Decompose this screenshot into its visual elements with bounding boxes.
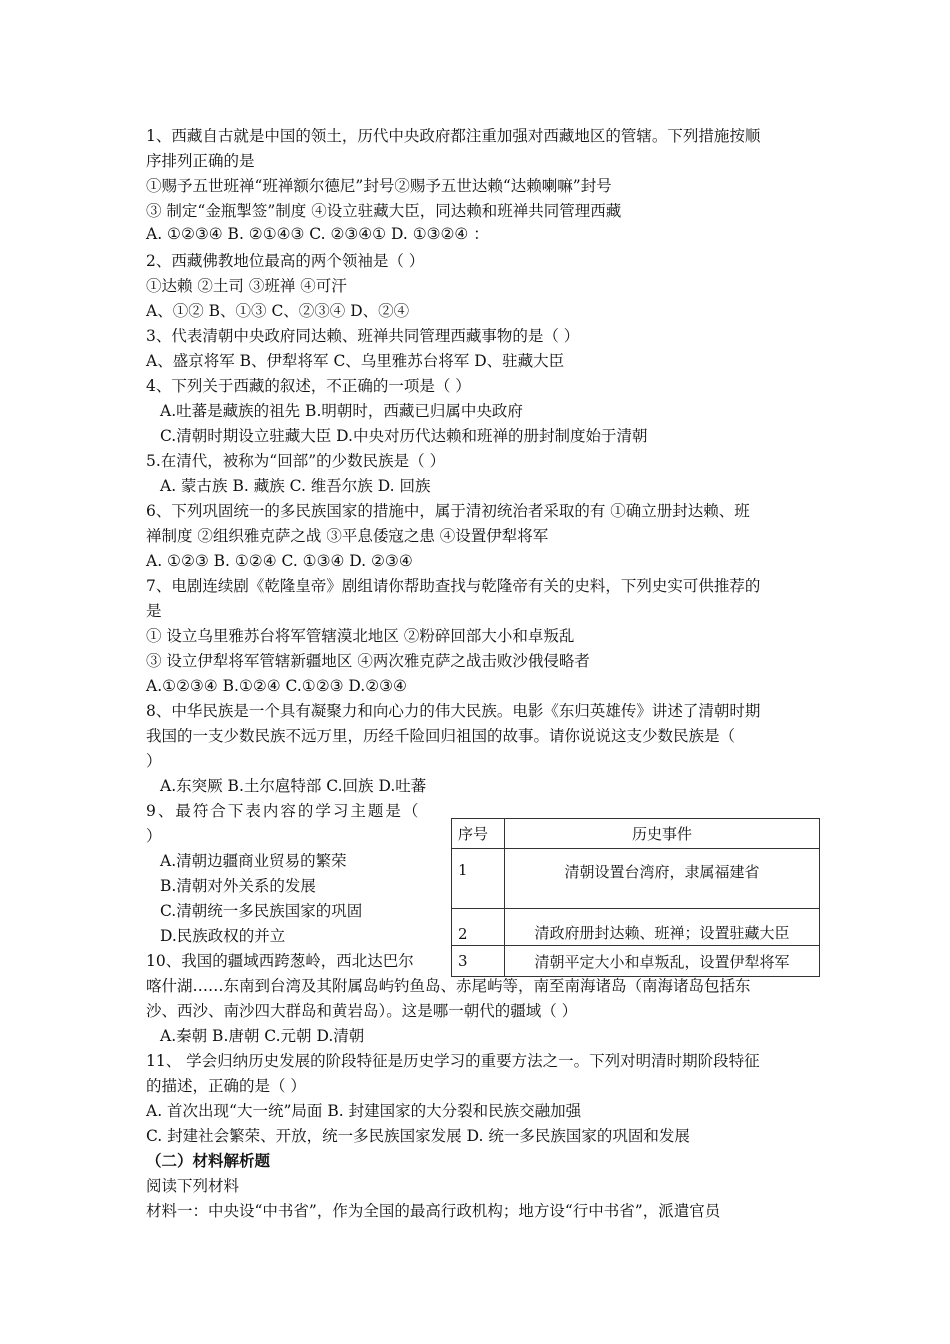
column-header-number: 序号 — [452, 819, 505, 849]
q6-answers: A. ①②③ B. ①②④ C. ①③④ D. ②③④ — [146, 552, 413, 570]
q2-items: ①达赖 ②土司 ③班禅 ④可汗 — [146, 277, 347, 295]
q2-stem: 2、西藏佛教地位最高的两个领袖是（ ） — [146, 252, 425, 270]
q11-answers-cd: C. 封建社会繁荣、开放，统一多民族国家发展 D. 统一多民族国家的巩固和发展 — [146, 1127, 690, 1145]
q1-answers: A. ①②③④ B. ②①④③ C. ②③④① D. ①③②④ ： — [146, 225, 489, 243]
q8-line-3: ） — [146, 752, 162, 770]
q10-line-1: 10、我国的疆域西跨葱岭，西北达巴尔 — [146, 952, 414, 970]
q10-answers: A.秦朝 B.唐朝 C.元朝 D.清朝 — [160, 1027, 365, 1045]
q3-answers: A、盛京将军 B、伊犁将军 C、乌里雅苏台将军 D、驻藏大臣 — [146, 352, 565, 370]
q2-answers: A、①② B、①③ C、②③④ D、②④ — [146, 302, 410, 320]
q1-option-line-2: ③ 制定“金瓶掣签”制度 ④设立驻藏大臣，同达赖和班禅共同管理西藏 — [146, 202, 622, 220]
q8-line-2: 我国的一支少数民族不远万里，历经千险回归祖国的故事。请你说说这支少数民族是（ — [146, 727, 736, 745]
q1-line-2: 序排列正确的是 — [146, 152, 255, 170]
q5-stem: 5.在清代，被称为“回部”的少数民族是（ ） — [146, 452, 446, 470]
section-heading: （二）材料解析题 — [146, 1151, 271, 1170]
q7-answers: A.①②③④ B.①②④ C.①②③ D.②③④ — [146, 677, 407, 695]
q1-line-1: 1、西藏自古就是中国的领土，历代中央政府都注重加强对西藏地区的管辖。下列措施按顺 — [146, 127, 761, 145]
table-header-row — [452, 819, 820, 849]
q4-answers-cd: C.清朝时期设立驻藏大臣 D.中央对历代达赖和班禅的册封制度始于清朝 — [160, 427, 648, 445]
q11-line-1: 11、 学会归纳历史发展的阶段特征是历史学习的重要方法之一。下列对明清时期阶段特征 — [146, 1052, 760, 1070]
section-intro: 阅读下列材料 — [146, 1177, 240, 1195]
q10-line-2: 喀什湖……东南到台湾及其附属岛屿钓鱼岛、赤尾屿等，南至南海诸岛（南海诸岛包括东 — [146, 977, 751, 995]
q9-option-a: A.清朝边疆商业贸易的繁荣 — [160, 852, 347, 870]
q7-items-2: ③ 设立伊犁将军管辖新疆地区 ④两次雅克萨之战击败沙俄侵略者 — [146, 652, 590, 670]
history-events-table — [451, 818, 820, 977]
q9-option-b: B.清朝对外关系的发展 — [160, 877, 316, 895]
table-cell-event: 清政府册封达赖、班禅；设置驻藏大臣 — [505, 909, 820, 946]
q9-option-c: C.清朝统一多民族国家的巩固 — [160, 902, 363, 920]
q11-answers-ab: A. 首次出现“大一统”局面 B. 封建国家的大分裂和民族交融加强 — [146, 1102, 582, 1120]
q4-answers-ab: A.吐蕃是藏族的祖先 B.明朝时，西藏已归属中央政府 — [160, 402, 523, 420]
q11-line-2: 的描述，正确的是（ ） — [146, 1077, 306, 1095]
q7-line-2: 是 — [146, 602, 162, 620]
q9-stem-end: ） — [146, 827, 162, 845]
table-cell-event: 清朝设置台湾府，隶属福建省 — [505, 849, 820, 909]
table-cell-number: 2 — [452, 909, 505, 946]
q7-items-1: ① 设立乌里雅苏台将军管辖漠北地区 ②粉碎回部大小和卓叛乱 — [146, 627, 575, 645]
q3-stem: 3、代表清朝中央政府同达赖、班禅共同管理西藏事物的是（ ） — [146, 327, 580, 345]
column-header-event: 历史事件 — [505, 819, 820, 849]
q8-line-1: 8、中华民族是一个具有凝聚力和向心力的伟大民族。电影《东归英雄传》讲述了清朝时期 — [146, 702, 761, 720]
table-cell-number: 1 — [452, 849, 505, 909]
q8-answers: A.东突厥 B.土尔扈特部 C.回族 D.吐蕃 — [160, 777, 427, 795]
q1-option-line-1: ①赐予五世班禅“班禅额尔德尼”封号②赐予五世达赖“达赖喇嘛”封号 — [146, 177, 612, 195]
q10-line-3: 沙、西沙、南沙四大群岛和黄岩岛）。这是哪一朝代的疆域（ ） — [146, 1002, 578, 1020]
material-one: 材料一：中央设“中书省”，作为全国的最高行政机构；地方设“行中书省”，派遣官员 — [146, 1202, 721, 1220]
q7-line-1: 7、电剧连续剧《乾隆皇帝》剧组请你帮助查找与乾隆帝有关的史料，下列史实可供推荐的 — [146, 577, 761, 595]
table-row — [452, 909, 820, 946]
table-cell-number: 3 — [452, 946, 505, 977]
table-row — [452, 946, 820, 977]
table-cell-event: 清朝平定大小和卓叛乱，设置伊犁将军 — [505, 946, 820, 977]
q9-option-d: D.民族政权的并立 — [160, 927, 286, 945]
q9-stem: 9、最符合下表内容的学习主题是（ — [146, 802, 421, 820]
q4-stem: 4、下列关于西藏的叙述，不正确的一项是（ ） — [146, 377, 471, 395]
q6-line-1: 6、下列巩固统一的多民族国家的措施中，属于清初统治者采取的有 ①确立册封达赖、班 — [146, 502, 750, 520]
q6-line-2: 禅制度 ②组织雅克萨之战 ③平息倭寇之患 ④设置伊犁将军 — [146, 527, 549, 545]
table-row — [452, 849, 820, 909]
q5-answers: A. 蒙古族 B. 藏族 C. 维吾尔族 D. 回族 — [160, 477, 431, 495]
